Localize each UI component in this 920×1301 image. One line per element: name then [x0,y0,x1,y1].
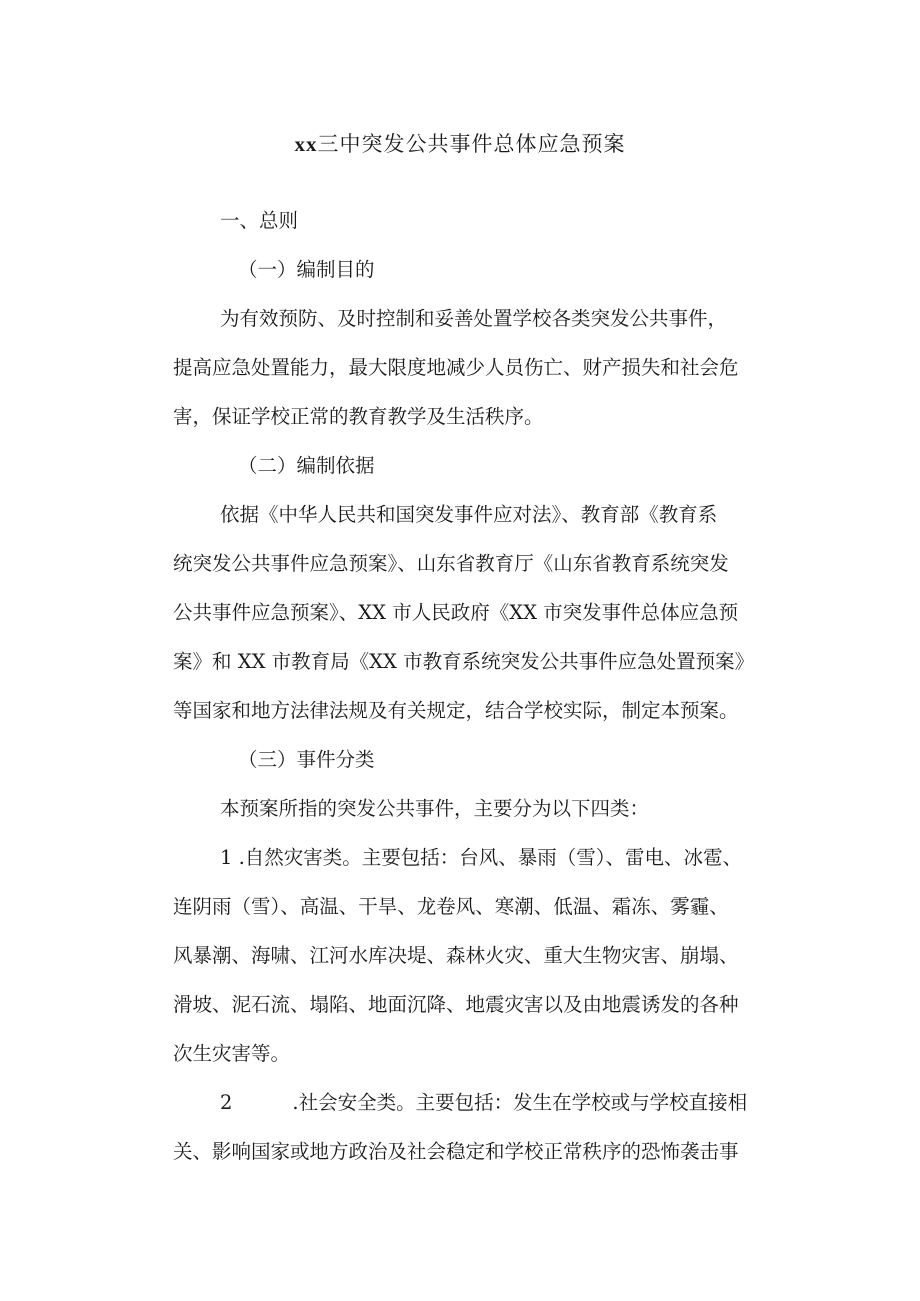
paragraph-line: 为有效预防、及时控制和妥善处置学校各类突发公共事件， [220,307,728,330]
paragraph-line: 害，保证学校正常的教育教学及生活秩序。 [173,405,544,428]
list-item-number: 2 [220,1091,233,1114]
document-title [0,128,920,158]
paragraph-line: 公共事件应急预案》、XX 市人民政府《XX 市突发事件总体应急预 [173,601,739,624]
list-item-line: 风暴潮、海啸、江河水库决堤、森林火灾、重大生物灾害、崩塌、 [173,944,739,967]
list-item-line: 关、影响国家或地方政治及社会稳定和学校正常秩序的恐怖袭击事 [173,1140,739,1163]
section-heading-general: 一、总则 [220,209,299,232]
paragraph-line: 依据《中华人民共和国突发事件应对法》、教育部《教育系 [220,503,718,526]
paragraph-line: 案》和 XX 市教育局《XX 市教育系统突发公共事件应急处置预案》 [173,650,755,673]
title-text: 三中突发公共事件总体应急预案 [317,132,626,156]
paragraph-line: 统突发公共事件应急预案》、山东省教育厅《山东省教育系统突发 [173,552,729,575]
paragraph-line: 本预案所指的突发公共事件，主要分为以下四类： [220,797,650,820]
subsection-heading-basis: （二）编制依据 [238,454,375,477]
subsection-heading-classification: （三）事件分类 [238,748,375,771]
subsection-heading-purpose: （一）编制目的 [238,258,375,281]
paragraph-line: 等国家和地方法律法规及有关规定，结合学校实际，制定本预案。 [173,699,739,722]
list-item-line [220,1089,747,1117]
list-item-line: 次生灾害等。 [173,1042,291,1065]
title-prefix: xx [294,132,318,156]
paragraph-line: 提高应急处置能力，最大限度地减少人员伤亡、财产损失和社会危 [173,356,739,379]
list-item-line: 滑坡、泥石流、塌陷、地面沉降、地震灾害以及由地震诱发的各种 [173,993,739,1016]
list-item-line: 连阴雨（雪）、高温、干旱、龙卷风、寒潮、低温、霜冻、雾霾、 [173,895,729,918]
list-item-line: 1 .自然灾害类。主要包括：台风、暴雨（雪）、雷电、冰雹、 [220,846,743,869]
list-item-text: .社会安全类。主要包括：发生在学校或与学校直接相 [292,1091,748,1114]
